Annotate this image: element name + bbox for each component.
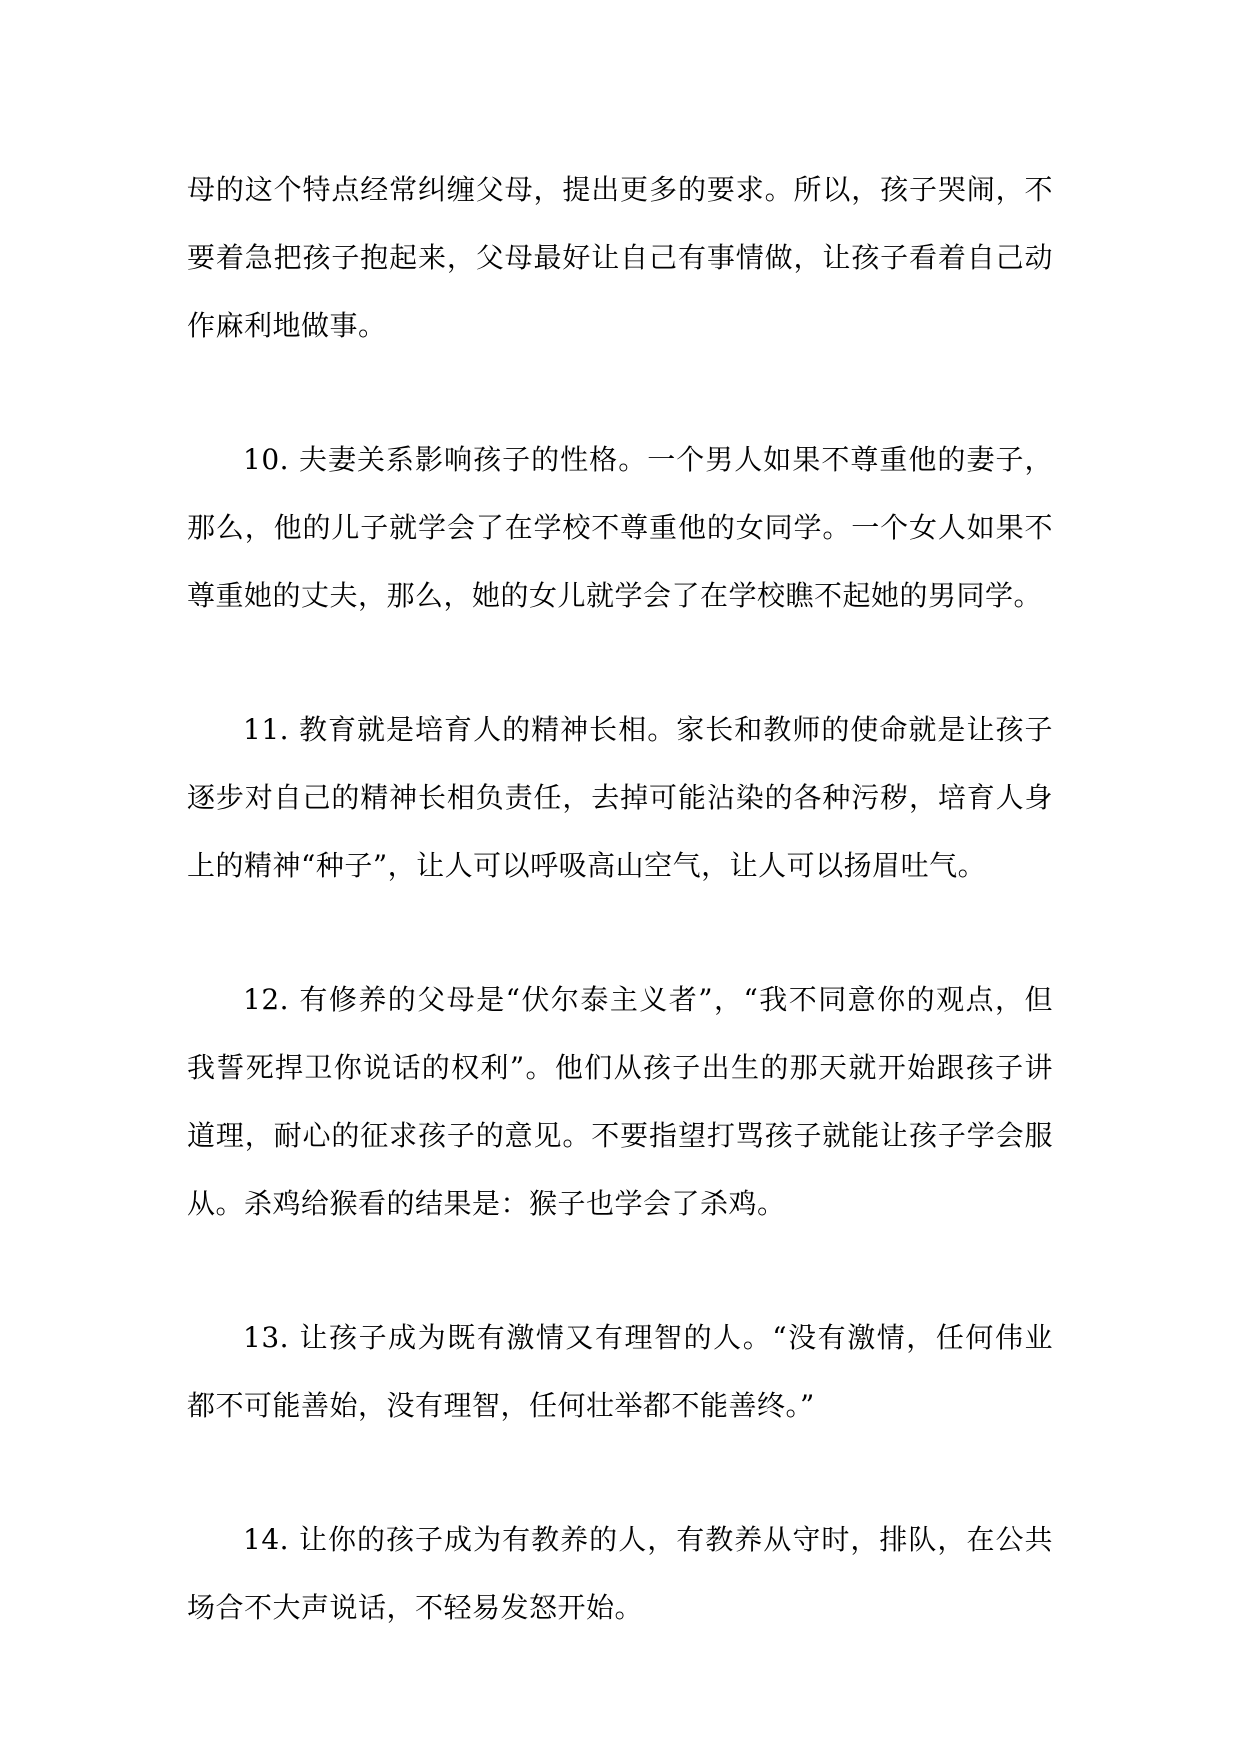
paragraph-item-12: 12. 有修养的父母是“伏尔泰主义者”，“我不同意你的观点，但我誓死捍卫你说话的权利”。他们从孩子出生的那天就开始跟孩子讲道理，耐心的征求孩子的意见。不要指望打骂孩子就能让孩子学会服从。杀鸡给猴看的结果是：猴子也学会了杀鸡。 (187, 983, 1053, 1220)
paragraph-gap (187, 1440, 1053, 1506)
paragraph-gap (187, 1238, 1053, 1304)
paragraph-item-14: 14. 让你的孩子成为有教养的人，有教养从守时，排队，在公共场合不大声说话，不轻易发怒开始。 (187, 1523, 1053, 1624)
document-body (187, 156, 1053, 1642)
paragraph-item-13: 13. 让孩子成为既有激情又有理智的人。“没有激情，任何伟业都不可能善始，没有理智，任何壮举都不能善终。” (187, 1321, 1053, 1422)
paragraph-item-11: 11. 教育就是培育人的精神长相。家长和教师的使命就是让孩子逐步对自己的精神长相负责任，去掉可能沾染的各种污秽，培育人身上的精神“种子”，让人可以呼吸高山空气，让人可以扬眉吐气。 (187, 713, 1053, 882)
paragraph-gap (187, 360, 1053, 426)
paragraph-item-10: 10. 夫妻关系影响孩子的性格。一个男人如果不尊重他的妻子，那么，他的儿子就学会了在学校不尊重他的女同学。一个女人如果不尊重她的丈夫，那么，她的女儿就学会了在学校瞧不起她的男同学。 (187, 443, 1053, 612)
paragraph-gap (187, 630, 1053, 696)
paragraph-continuation: 母的这个特点经常纠缠父母，提出更多的要求。所以，孩子哭闹，不要着急把孩子抱起来，父母最好让自己有事情做，让孩子看着自己动作麻利地做事。 (187, 173, 1053, 342)
paragraph-gap (187, 900, 1053, 966)
